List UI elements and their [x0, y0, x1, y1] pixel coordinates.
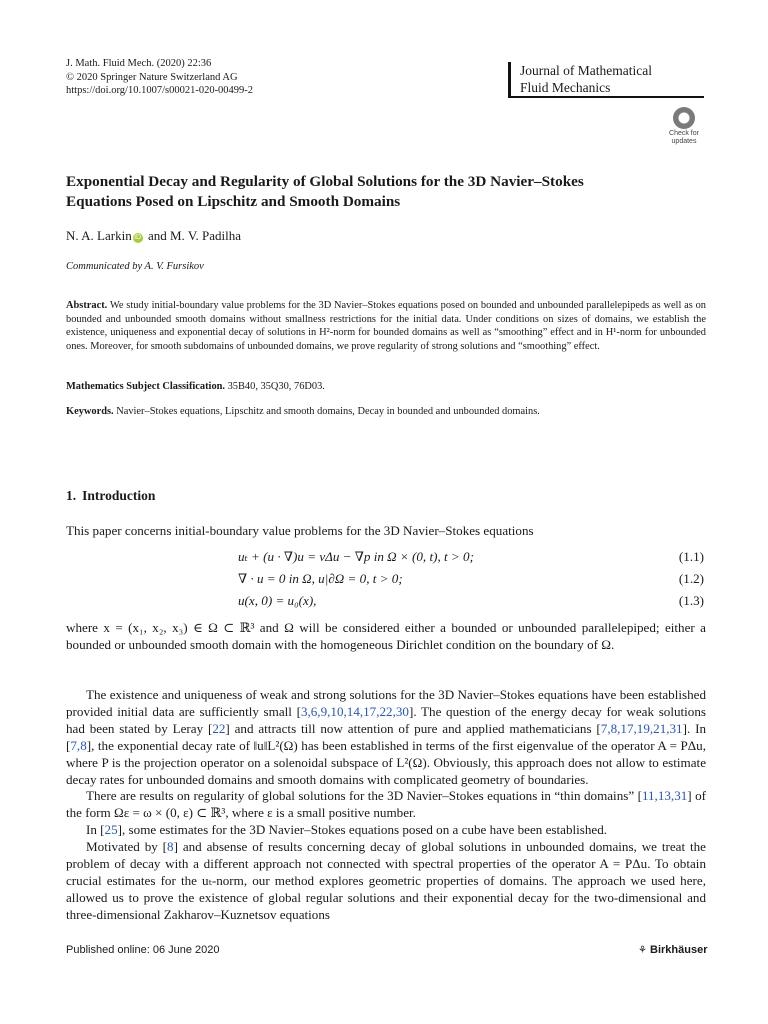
check-for-updates-badge[interactable] [665, 107, 703, 147]
paragraph-2: where x = (x₁, x₂, x₃) ∈ Ω ⊂ ℝ³ and Ω will be considered either a bounded or unbounded parallelepiped; either a bounded or unbounded smooth domain with the homogeneous Dirichlet condition on the boundary of Ω. [66, 620, 706, 652]
equation-number: (1.2) [678, 571, 704, 586]
section-title: Introduction [82, 488, 156, 503]
equation-1-1 [238, 549, 706, 565]
citation-link[interactable]: 7,8 [70, 737, 87, 753]
paragraph-text: Motivated by [ [86, 839, 168, 854]
author-padilha: and M. V. Padilha [144, 228, 242, 243]
journal-reference: J. Math. Fluid Mech. (2020) 22:36 [66, 58, 212, 69]
paragraph-text: ] and absense of results concerning decay of global solutions in unbounded domains, we treat the problem of decay with a different approach not connected with spectral properties of the operator A = PΔu. To obtain crucial estimates for the uₜ-norm, our method explores geometric properties of domains. The approach we used here, allowed us to prove the existence of global regular solutions and their exponential decay for the two-dimensional and three-dimensional Zakharov–Kuznetsov equations [66, 839, 706, 922]
journal-name-line-2: Fluid Mechanics [520, 80, 611, 95]
paragraph-text: The existence and uniqueness of weak and strong solutions for the 3D Navier–Stokes equations have been established provided initial data are sufficiently small [ [66, 687, 706, 719]
article-metadata [66, 57, 253, 98]
journal-name-box [508, 62, 704, 98]
paper-title [66, 172, 706, 212]
citation-link[interactable]: 25 [104, 822, 118, 837]
publisher-name: Birkhäuser [650, 944, 708, 956]
paragraph-6 [66, 839, 706, 924]
msc-text: 35B40, 35Q30, 76D03. [225, 381, 325, 392]
paragraph-text: ] of the form Ωε = ω × (0, ε) ⊂ ℝ³, where ε is a small positive number. [66, 788, 706, 820]
paragraph-text: In [ [86, 822, 105, 837]
orcid-icon[interactable]: iD [134, 234, 142, 241]
keywords-label: Keywords. [66, 406, 114, 417]
paragraph-1: This paper concerns initial-boundary value problems for the 3D Navier–Stokes equations [66, 523, 534, 538]
abstract-text: We study initial-boundary value problems for the 3D Navier–Stokes equations posed on bounded and unbounded parallelepipeds as well as on bounded and unbounded smooth domains without smallness restrictions for the initial data. Under conditions on sizes of domains, we establish the existence, uniqueness and exponential decay of solutions in H²-norm for bounded domains as well as “smoothing” effect and in H¹-norm for unbounded ones. Moreover, for smooth subdomains of unbounded domains, we prove regularity of strong solutions and “smoothing” effect. [66, 300, 706, 352]
paper-title-line-1: Exponential Decay and Regularity of Global Solutions for the 3D Navier–Stokes [66, 173, 584, 190]
equation-text: u(x, 0) = u₀(x), [238, 593, 317, 608]
paragraph-3 [66, 687, 706, 788]
paragraph-5 [66, 822, 706, 839]
check-updates-label-1: Check for [669, 130, 699, 137]
paragraph-4 [66, 788, 706, 822]
copyright-line: © 2020 Springer Nature Switzerland AG [66, 71, 238, 83]
abstract [66, 299, 706, 353]
section-heading [66, 488, 155, 504]
msc-label: Mathematics Subject Classification. [66, 381, 226, 392]
equation-1-3 [238, 593, 706, 609]
paragraph-text: ], the exponential decay rate of ‖u‖L²(Ω) has been established in terms of the first eigenvalue of the operator A = PΔu, where P is the projection operator on a solenoidal subspace of L²(Ω). Obviously, this approach does not allow to estimate decay rates for unbounded domains and smooth domains with complicated geometry of boundaries. [66, 737, 706, 787]
paper-title-line-2: Equations Posed on Lipschitz and Smooth Domains [66, 193, 401, 210]
citation-link[interactable]: 22 [212, 720, 226, 736]
equation-text: ∇ · u = 0 in Ω, u|∂Ω = 0, t > 0; [238, 571, 403, 586]
abstract-label: Abstract. [66, 300, 108, 311]
paragraph-text: ] and attracts till now attention of pure and applied mathematicians [ [225, 720, 601, 736]
paragraph-text: ]. In [ [66, 720, 706, 753]
doi-link[interactable]: https://doi.org/10.1007/s00021-020-00499-2 [66, 85, 254, 96]
communicated-by: Communicated by A. V. Fursikov [66, 261, 204, 272]
equation-number: (1.1) [678, 549, 704, 564]
paragraph-text: ], some estimates for the 3D Navier–Stokes equations posed on a cube have been established. [117, 822, 608, 837]
section-number: 1. [66, 488, 77, 503]
citation-link[interactable]: 8 [167, 839, 174, 854]
author-list [66, 228, 241, 244]
journal-name-line-1: Journal of Mathematical [520, 63, 652, 78]
equation-number: (1.3) [678, 593, 704, 608]
msc-classification [66, 381, 325, 392]
check-updates-label-2: updates [671, 138, 697, 145]
published-date: Published online: 06 June 2020 [66, 944, 220, 956]
birkhauser-icon: ⚘ [638, 945, 647, 956]
keywords [66, 406, 540, 417]
author-larkin[interactable]: N. A. Larkin [66, 228, 132, 243]
citation-link[interactable]: 11,13,31 [641, 788, 688, 803]
paragraph-text: There are results on regularity of global solutions for the 3D Navier–Stokes equations in “thin domains” [ [86, 788, 642, 803]
citation-link[interactable]: 7,8,17,19,21,31 [600, 720, 683, 736]
citation-link[interactable]: 3,6,9,10,14,17,22,30 [300, 703, 409, 719]
publisher-logo [638, 944, 707, 956]
equation-text: uₜ + (u · ∇)u = νΔu − ∇p in Ω × (0, t), t > 0; [238, 549, 474, 564]
check-updates-icon [673, 107, 695, 129]
equation-1-2 [238, 571, 706, 587]
keywords-text: Navier–Stokes equations, Lipschitz and smooth domains, Decay in bounded and unbounded domains. [113, 406, 540, 417]
paragraph-text: ]. The question of the energy decay for weak solutions had been stated by Leray [ [66, 703, 706, 736]
